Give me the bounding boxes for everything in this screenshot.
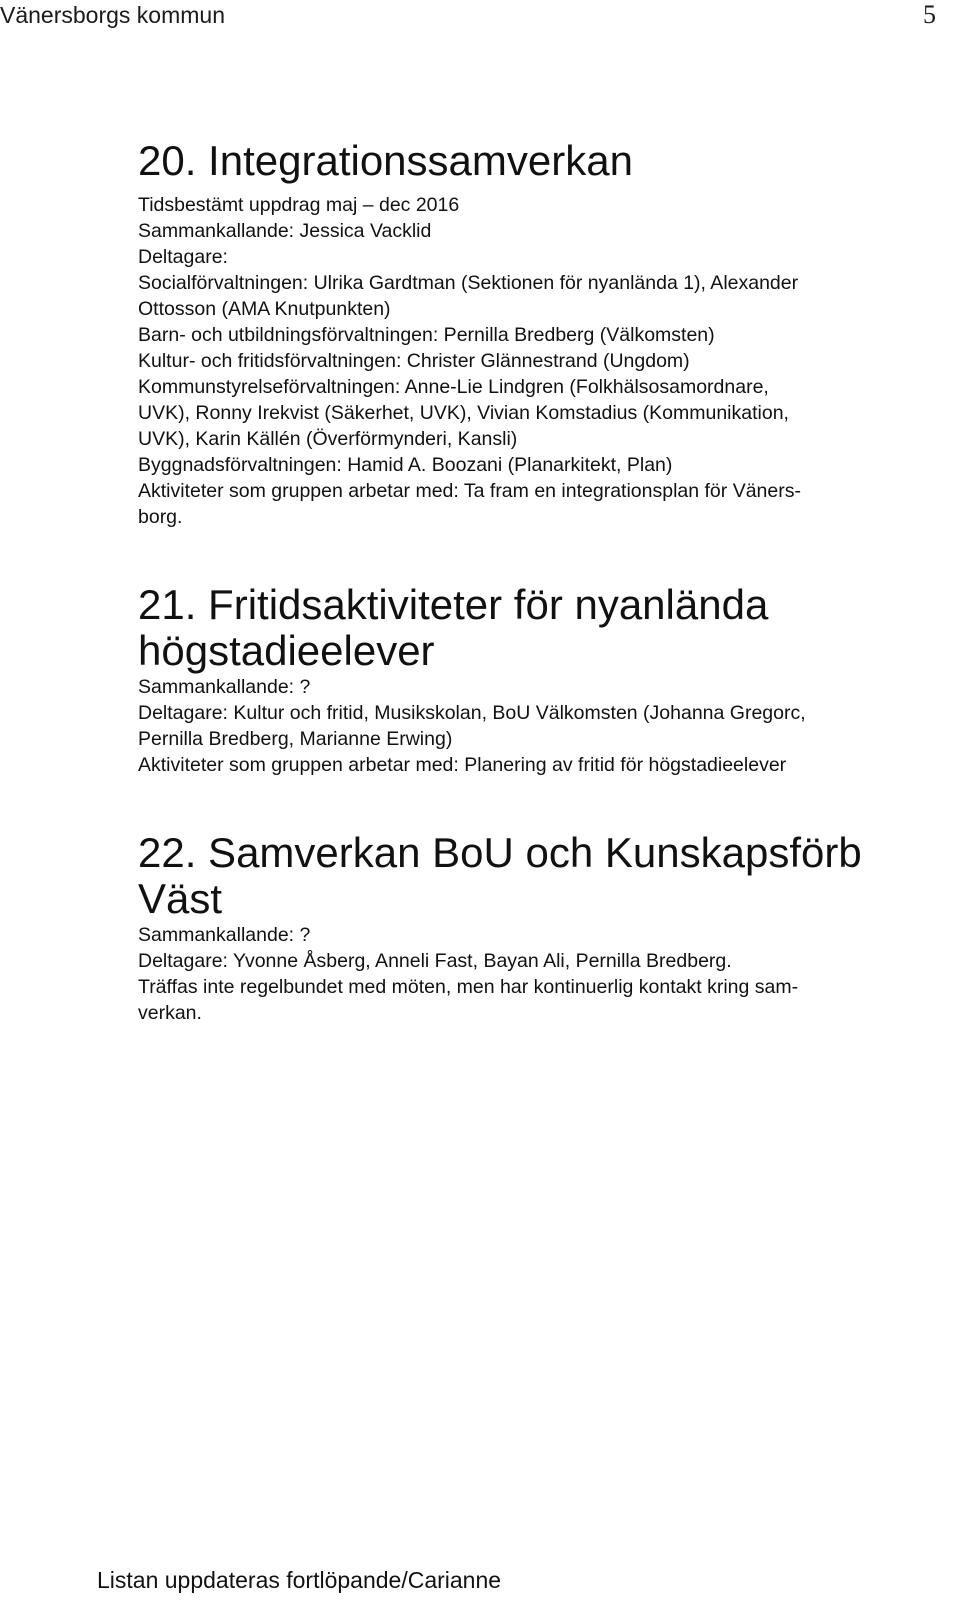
section-heading: 20. Integrationssamverkan: [138, 137, 633, 184]
section-line: Träffas inte regelbundet med möten, men har kontinuerlig kontakt kring sam-: [138, 976, 799, 998]
section-samverkan-bou: [138, 830, 918, 1026]
section-line: Sammankallande: ?: [138, 924, 311, 946]
section-line: Tidsbestämt uppdrag maj – dec 2016: [138, 194, 460, 216]
section-line: Kommunstyrelseförvaltningen: Anne-Lie Lindgren (Folkhälsosamordnare,: [138, 376, 769, 398]
section-line: Sammankallande: ?: [138, 676, 311, 698]
section-heading-line: 21. Fritidsaktiviteter för nyanlända: [138, 581, 769, 628]
section-fritidsaktiviteter: [138, 582, 918, 778]
section-line: Aktiviteter som gruppen arbetar med: Planering av fritid för högstadieelever: [138, 754, 787, 776]
section-line: Aktiviteter som gruppen arbetar med: Ta fram en integrationsplan för Väners-: [138, 480, 801, 502]
section-line: Sammankallande: Jessica Vacklid: [138, 220, 432, 242]
section-line: Socialförvaltningen: Ulrika Gardtman (Sektionen för nyanlända 1), Alexander: [138, 272, 799, 294]
section-line: Barn- och utbildningsförvaltningen: Pernilla Bredberg (Välkomsten): [138, 324, 715, 346]
section-heading-line: 22. Samverkan BoU och Kunskapsförb: [138, 829, 862, 876]
section-line: verkan.: [138, 1002, 202, 1024]
section-line: Kultur- och fritidsförvaltningen: Christer Glännestrand (Ungdom): [138, 350, 690, 372]
section-line: UVK), Ronny Irekvist (Säkerhet, UVK), Vivian Komstadius (Kommunikation,: [138, 402, 789, 424]
section-line: Byggnadsförvaltningen: Hamid A. Boozani (Planarkitekt, Plan): [138, 454, 673, 476]
section-heading-line: Väst: [138, 875, 223, 922]
document-body: [138, 138, 918, 1026]
section-heading-line: högstadieelever: [138, 627, 435, 674]
section-integrationssamverkan: [138, 138, 918, 530]
footer-note: Listan uppdateras fortlöpande/Carianne: [97, 1567, 502, 1593]
section-line: Deltagare:: [138, 246, 228, 268]
section-line: borg.: [138, 506, 183, 528]
section-line: Deltagare: Yvonne Åsberg, Anneli Fast, Bayan Ali, Pernilla Bredberg.: [138, 950, 732, 972]
municipality-header: Vänersborgs kommun: [0, 2, 225, 28]
section-line: Pernilla Bredberg, Marianne Erwing): [138, 728, 453, 750]
page-number: 5: [923, 0, 936, 29]
section-line: Deltagare: Kultur och fritid, Musikskolan, BoU Välkomsten (Johanna Gregorc,: [138, 702, 806, 724]
section-line: UVK), Karin Källén (Överförmynderi, Kansli): [138, 428, 518, 450]
section-line: Ottosson (AMA Knutpunkten): [138, 298, 391, 320]
